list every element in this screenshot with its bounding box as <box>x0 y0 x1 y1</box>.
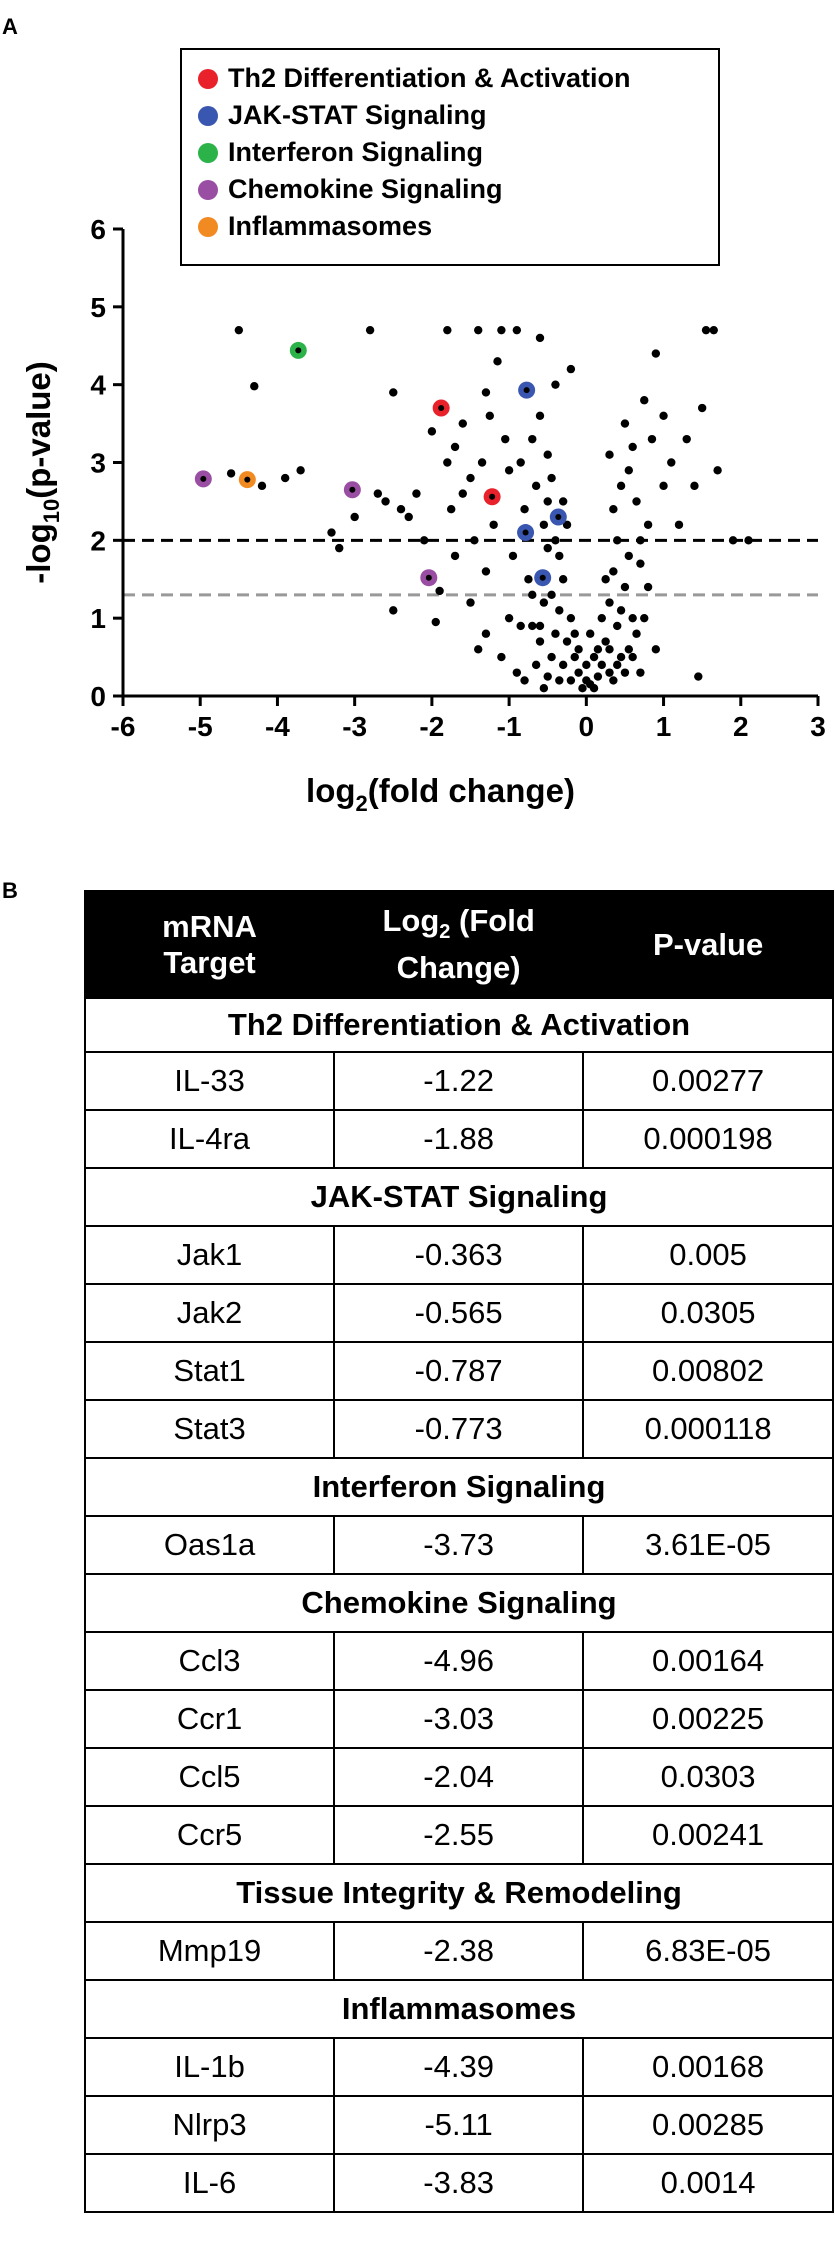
data-point <box>601 575 609 583</box>
fold-change-cell: -4.39 <box>334 2038 583 2096</box>
data-point <box>459 419 467 427</box>
data-point <box>590 684 598 692</box>
y-tick-label: 0 <box>90 681 106 712</box>
data-point <box>659 412 667 420</box>
data-point <box>640 614 648 622</box>
data-point <box>432 618 440 626</box>
data-point <box>451 552 459 560</box>
fold-change-cell: -0.773 <box>334 1400 583 1458</box>
data-point <box>532 482 540 490</box>
data-point <box>235 326 243 334</box>
group-row <box>85 1168 833 1226</box>
legend-label: Inflammasomes <box>228 211 433 241</box>
data-point <box>281 474 289 482</box>
y-tick-label: 5 <box>90 291 106 323</box>
target-cell: Ccr5 <box>85 1806 334 1864</box>
group-heading: Interferon Signaling <box>85 1458 833 1516</box>
data-point <box>555 552 563 560</box>
legend-marker-icon <box>198 69 218 89</box>
group-row <box>85 1980 833 2038</box>
p-value-cell: 0.0014 <box>583 2154 833 2212</box>
x-tick-label: -1 <box>496 711 522 742</box>
data-point <box>559 497 567 505</box>
data-point <box>505 614 513 622</box>
table-row <box>85 1748 833 1806</box>
y-tick-label: 3 <box>90 447 106 479</box>
highlight-point-center <box>438 405 444 411</box>
data-point <box>474 326 482 334</box>
data-point <box>628 443 636 451</box>
data-point <box>544 672 552 680</box>
legend <box>180 48 720 266</box>
data-point <box>644 583 652 591</box>
data-point <box>374 489 382 497</box>
data-point <box>551 536 559 544</box>
data-point <box>466 598 474 606</box>
group-row <box>85 1458 833 1516</box>
data-point <box>636 536 644 544</box>
fold-change-cell: -1.22 <box>334 1052 583 1110</box>
y-tick-label: 4 <box>90 369 106 401</box>
data-point <box>571 653 579 661</box>
data-point <box>667 458 675 466</box>
table-row <box>85 1284 833 1342</box>
data-point <box>528 591 536 599</box>
x-tick-label: 1 <box>655 711 672 742</box>
data-point <box>516 622 524 630</box>
p-value-cell: 0.00277 <box>583 1052 833 1110</box>
data-point <box>381 497 389 505</box>
highlight-point-center <box>523 530 529 536</box>
data-point <box>443 326 451 334</box>
target-cell: Ccr1 <box>85 1690 334 1748</box>
group-heading: Tissue Integrity & Remodeling <box>85 1864 833 1922</box>
fold-change-cell: -3.83 <box>334 2154 583 2212</box>
group-heading: Chemokine Signaling <box>85 1574 833 1632</box>
table-row <box>85 1516 833 1574</box>
data-point <box>447 505 455 513</box>
legend-item <box>198 171 718 208</box>
highlight-point-center <box>489 494 495 500</box>
data-point <box>435 587 443 595</box>
data-point <box>513 326 521 334</box>
group-heading: JAK-STAT Signaling <box>85 1168 833 1226</box>
legend-label: Chemokine Signaling <box>228 174 503 204</box>
table-row <box>85 2096 833 2154</box>
data-point <box>443 458 451 466</box>
panel-label-a: A <box>2 14 18 39</box>
target-cell: IL-33 <box>85 1052 334 1110</box>
data-point <box>258 482 266 490</box>
x-tick-label: -2 <box>419 711 445 742</box>
data-point <box>567 614 575 622</box>
header-p-value: P-value <box>583 891 833 998</box>
data-point <box>636 668 644 676</box>
data-point <box>613 536 621 544</box>
p-value-cell: 0.00802 <box>583 1342 833 1400</box>
data-point <box>497 326 505 334</box>
data-point <box>609 567 617 575</box>
data-point <box>250 382 258 390</box>
data-point <box>644 521 652 529</box>
x-tick-label: 3 <box>810 711 826 742</box>
data-point <box>520 505 528 513</box>
table-row <box>85 1226 833 1284</box>
highlight-point-center <box>200 476 206 482</box>
table-row <box>85 2038 833 2096</box>
group-row <box>85 1864 833 1922</box>
table-row <box>85 2154 833 2212</box>
data-point <box>493 357 501 365</box>
data-point <box>613 661 621 669</box>
fold-change-cell: -0.787 <box>334 1342 583 1400</box>
data-point <box>544 544 552 552</box>
legend-label: JAK-STAT Signaling <box>228 100 487 130</box>
p-value-cell: 0.000118 <box>583 1400 833 1458</box>
target-cell: Oas1a <box>85 1516 334 1574</box>
legend-marker-icon <box>198 180 218 200</box>
legend-item <box>198 134 718 171</box>
data-point <box>567 676 575 684</box>
target-cell: Nlrp3 <box>85 2096 334 2154</box>
data-point <box>571 630 579 638</box>
data-point <box>327 528 335 536</box>
data-point <box>547 591 555 599</box>
x-tick-label: -6 <box>110 711 136 742</box>
data-point <box>536 412 544 420</box>
target-cell: Stat3 <box>85 1400 334 1458</box>
data-point <box>451 443 459 451</box>
data-point <box>366 326 374 334</box>
data-point <box>459 489 467 497</box>
data-point <box>559 575 567 583</box>
table-row <box>85 1052 833 1110</box>
data-point <box>551 380 559 388</box>
data-point <box>648 435 656 443</box>
highlight-point-center <box>295 347 301 353</box>
fold-change-cell: -0.363 <box>334 1226 583 1284</box>
data-point <box>509 552 517 560</box>
table-row <box>85 1922 833 1980</box>
legend-label: Interferon Signaling <box>228 137 484 167</box>
data-point <box>524 575 532 583</box>
data-point <box>617 653 625 661</box>
data-point <box>532 661 540 669</box>
x-tick-label: -3 <box>342 711 368 742</box>
legend-item <box>198 208 718 245</box>
target-cell: IL-1b <box>85 2038 334 2096</box>
data-point <box>690 482 698 490</box>
data-point <box>505 466 513 474</box>
data-point <box>574 645 582 653</box>
legend-label: Th2 Differentiation & Activation <box>228 63 631 93</box>
p-value-cell: 0.005 <box>583 1226 833 1284</box>
fold-change-cell: -2.04 <box>334 1748 583 1806</box>
data-point <box>559 661 567 669</box>
legend-marker-icon <box>198 143 218 163</box>
legend-marker-icon <box>198 217 218 237</box>
data-point <box>547 653 555 661</box>
y-tick-label: 2 <box>90 525 106 557</box>
data-point <box>625 552 633 560</box>
data-point <box>397 505 405 513</box>
data-point <box>544 497 552 505</box>
data-point <box>632 497 640 505</box>
data-point <box>574 668 582 676</box>
data-point <box>632 630 640 638</box>
data-point <box>694 672 702 680</box>
data-point <box>652 349 660 357</box>
highlight-point-center <box>524 387 530 393</box>
data-point <box>470 536 478 544</box>
data-point <box>350 513 358 521</box>
fold-change-cell: -2.55 <box>334 1806 583 1864</box>
data-point <box>482 388 490 396</box>
highlight-point-center <box>426 575 432 581</box>
data-point <box>551 630 559 638</box>
fold-change-cell: -5.11 <box>334 2096 583 2154</box>
data-point <box>516 458 524 466</box>
data-point <box>586 630 594 638</box>
data-point <box>598 614 606 622</box>
data-point <box>489 521 497 529</box>
table-row <box>85 1342 833 1400</box>
data-point <box>594 645 602 653</box>
group-row <box>85 998 833 1052</box>
table-row <box>85 1400 833 1458</box>
data-point <box>536 622 544 630</box>
data-point <box>683 435 691 443</box>
data-point <box>405 513 413 521</box>
table-row <box>85 1690 833 1748</box>
data-point <box>528 622 536 630</box>
data-point <box>625 645 633 653</box>
y-tick-label: 6 <box>90 214 106 245</box>
data-point <box>389 606 397 614</box>
data-point <box>609 505 617 513</box>
legend-item <box>198 97 718 134</box>
highlight-point-center <box>555 514 561 520</box>
p-value-cell: 0.00241 <box>583 1806 833 1864</box>
data-point <box>617 606 625 614</box>
data-point <box>389 388 397 396</box>
data-point <box>702 326 710 334</box>
x-tick-label: 0 <box>578 711 595 742</box>
data-point <box>582 661 590 669</box>
data-point <box>520 676 528 684</box>
data-point <box>555 676 563 684</box>
data-point <box>474 645 482 653</box>
group-heading: Th2 Differentiation & Activation <box>85 998 833 1052</box>
group-row <box>85 1574 833 1632</box>
data-point <box>744 536 752 544</box>
data-point <box>710 326 718 334</box>
fold-change-cell: -3.73 <box>334 1516 583 1574</box>
data-point <box>513 668 521 676</box>
data-point <box>501 435 509 443</box>
data-point <box>621 419 629 427</box>
fold-change-cell: -0.565 <box>334 1284 583 1342</box>
data-point <box>713 466 721 474</box>
data-point <box>563 637 571 645</box>
target-cell: IL-6 <box>85 2154 334 2212</box>
data-point <box>628 653 636 661</box>
data-point <box>613 622 621 630</box>
results-table <box>84 890 834 2213</box>
data-point <box>594 672 602 680</box>
data-point <box>420 536 428 544</box>
data-point <box>544 451 552 459</box>
panel-label-b: B <box>2 878 18 903</box>
data-point <box>601 637 609 645</box>
y-axis-label: $-\log_{10}(p-value)$ <box>20 361 64 584</box>
target-cell: Ccl5 <box>85 1748 334 1806</box>
data-point <box>497 653 505 661</box>
data-point <box>636 559 644 567</box>
header-mrna-target: mRNA Target <box>85 891 334 998</box>
x-tick-label: -4 <box>264 711 290 742</box>
data-point <box>482 567 490 575</box>
table-header-row <box>85 891 833 998</box>
target-cell: Stat1 <box>85 1342 334 1400</box>
target-cell: Mmp19 <box>85 1922 334 1980</box>
data-point <box>486 412 494 420</box>
data-point <box>482 630 490 638</box>
x-axis-label: $\log_2(fold$ change) <box>306 772 575 816</box>
header-log2-fold-change: Log$_2$ (Fold Change) <box>334 891 583 998</box>
data-point <box>598 661 606 669</box>
p-value-cell: 3.61E-05 <box>583 1516 833 1574</box>
target-cell: IL-4ra <box>85 1110 334 1168</box>
highlight-point-center <box>349 487 355 493</box>
highlight-point-center <box>244 477 250 483</box>
data-point <box>628 614 636 622</box>
data-point <box>729 536 737 544</box>
data-point <box>617 482 625 490</box>
fold-change-cell: -2.38 <box>334 1922 583 1980</box>
target-cell: Ccl3 <box>85 1632 334 1690</box>
data-point <box>640 396 648 404</box>
data-point <box>625 466 633 474</box>
data-point <box>227 469 235 477</box>
p-value-cell: 0.0303 <box>583 1748 833 1806</box>
data-point <box>605 451 613 459</box>
target-cell: Jak1 <box>85 1226 334 1284</box>
data-point <box>528 435 536 443</box>
data-point <box>540 598 548 606</box>
target-cell: Jak2 <box>85 1284 334 1342</box>
p-value-cell: 0.000198 <box>583 1110 833 1168</box>
data-point <box>675 521 683 529</box>
p-value-cell: 0.00164 <box>583 1632 833 1690</box>
data-point <box>621 668 629 676</box>
data-point <box>590 653 598 661</box>
data-point <box>540 684 548 692</box>
data-point <box>621 583 629 591</box>
data-point <box>605 645 613 653</box>
p-value-cell: 0.00285 <box>583 2096 833 2154</box>
p-value-cell: 0.0305 <box>583 1284 833 1342</box>
data-point <box>578 684 586 692</box>
data-point <box>478 458 486 466</box>
data-point <box>536 637 544 645</box>
p-value-cell: 0.00225 <box>583 1690 833 1748</box>
data-point <box>536 334 544 342</box>
legend-item <box>198 60 718 97</box>
fold-change-cell: -3.03 <box>334 1690 583 1748</box>
data-point <box>605 668 613 676</box>
data-point <box>555 606 563 614</box>
table-row <box>85 1632 833 1690</box>
y-tick-label: 1 <box>90 603 106 635</box>
data-point <box>296 466 304 474</box>
x-tick-label: -5 <box>187 711 213 742</box>
fold-change-cell: -4.96 <box>334 1632 583 1690</box>
data-point <box>652 645 660 653</box>
p-value-cell: 6.83E-05 <box>583 1922 833 1980</box>
table-row <box>85 1110 833 1168</box>
fold-change-cell: -1.88 <box>334 1110 583 1168</box>
data-point <box>428 427 436 435</box>
highlight-point-center <box>540 575 546 581</box>
data-point <box>412 489 420 497</box>
data-point <box>659 482 667 490</box>
p-value-cell: 0.00168 <box>583 2038 833 2096</box>
data-point <box>609 676 617 684</box>
group-heading: Inflammasomes <box>85 1980 833 2038</box>
legend-marker-icon <box>198 106 218 126</box>
data-point <box>698 404 706 412</box>
data-point <box>547 474 555 482</box>
data-point <box>567 365 575 373</box>
data-point <box>540 521 548 529</box>
x-tick-label: 2 <box>732 711 749 742</box>
data-point <box>466 474 474 482</box>
data-point <box>605 598 613 606</box>
table-row <box>85 1806 833 1864</box>
data-point <box>335 544 343 552</box>
